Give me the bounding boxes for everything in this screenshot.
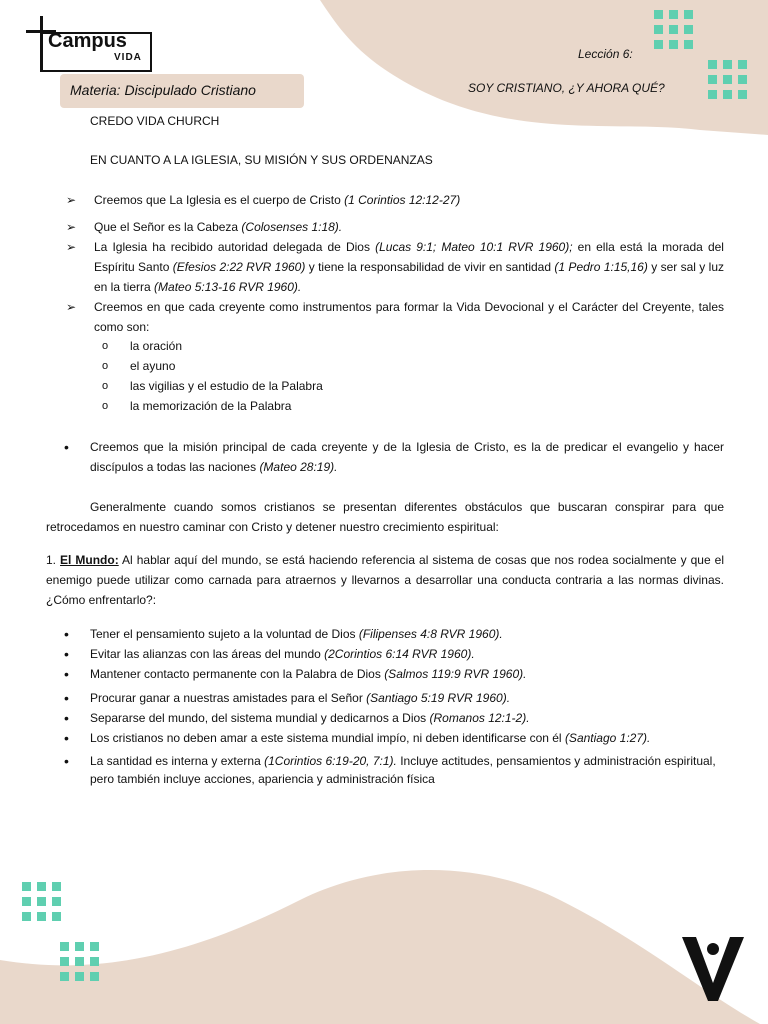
belief-item: ➢ Creemos en que cada creyente como instrumentos para formar la Vida Devocional y el Carácter del Creyente, tales como son: <box>66 297 724 337</box>
decor-dots-top-2 <box>708 60 747 99</box>
practice-item: o la oración <box>102 336 502 356</box>
world-number: 1. <box>46 553 57 567</box>
action-item: • Los cristianos no deben amar a este sistema mundial impío, ni deben identificarse con él (Santiago 1:27). <box>62 728 724 748</box>
lesson-number: Lección 6: <box>578 47 633 61</box>
action-item: • Separarse del mundo, del sistema mundial y dedicarnos a Dios (Romanos 12:1-2). <box>62 708 724 728</box>
vida-v-logo-icon <box>682 935 744 1003</box>
practice-item: o las vigilias y el estudio de la Palabra <box>102 376 502 396</box>
beliefs-list <box>66 190 724 337</box>
action-item: • La santidad es interna y externa (1Corintios 6:19-20, 7:1). Incluye actitudes, pensamientos y administración espiritual, pero también incluye acciones, apariencia y administración física <box>62 752 724 788</box>
decor-dots-bottom-2 <box>60 942 99 981</box>
campus-vida-logo <box>26 16 152 70</box>
subject-tag <box>60 74 304 108</box>
belief-item: ➢ Que el Señor es la Cabeza (Colosenses 1:18). <box>66 217 724 237</box>
action-item: • Procurar ganar a nuestras amistades para el Señor (Santiago 5:19 RVR 1960). <box>62 688 724 708</box>
intro-paragraph: Generalmente cuando somos cristianos se presentan diferentes obstáculos que buscaran conspirar para que retrocedamos en nuestro caminar con Cristo y detener nuestro crecimiento espiritual: <box>46 500 724 534</box>
subject-tag-text: Materia: Discipulado Cristiano <box>70 82 256 98</box>
section-title: EN CUANTO A LA IGLESIA, SU MISIÓN Y SUS ORDENANZAS <box>90 153 433 167</box>
belief-item: ➢ Creemos que La Iglesia es el cuerpo de Cristo (1 Corintios 12:12-27) <box>66 190 724 210</box>
action-item: • Mantener contacto permanente con la Palabra de Dios (Salmos 119:9 RVR 1960). <box>62 664 724 684</box>
credo-title: CREDO VIDA CHURCH <box>90 114 220 128</box>
world-paragraph: 1. El Mundo: Al hablar aquí del mundo, se está haciendo referencia al sistema de cosas que nos rodea socialmente y que el enemigo puede utilizar como carnada para atraernos y llevarnos a desarrollar una conducta contraria a las normas divinas. ¿Cómo enfrentarlo?: <box>46 553 724 607</box>
world-heading: El Mundo: <box>60 553 119 567</box>
decor-dots-top-1 <box>654 10 693 49</box>
logo-vida-text: VIDA <box>114 52 142 63</box>
action-item: • Tener el pensamiento sujeto a la voluntad de Dios (Filipenses 4:8 RVR 1960). <box>62 624 724 644</box>
mission-list <box>62 437 724 477</box>
belief-item: ➢ La Iglesia ha recibido autoridad delegada de Dios (Lucas 9:1; Mateo 10:1 RVR 1960); en ella está la morada del Espíritu Santo (Efesios 2:22 RVR 1960) y tiene la responsabilidad de vivir en santidad (1 Pedro 1:15,16) y ser sal y luz en la tierra (Mateo 5:13-16 RVR 1960). <box>66 237 724 297</box>
practices-list <box>102 336 502 416</box>
actions-list <box>62 624 724 788</box>
action-item: • Evitar las alianzas con las áreas del mundo (2Corintios 6:14 RVR 1960). <box>62 644 724 664</box>
practice-item: o el ayuno <box>102 356 502 376</box>
lesson-title: SOY CRISTIANO, ¿Y AHORA QUÉ? <box>468 81 665 95</box>
practice-item: o la memorización de la Palabra <box>102 396 502 416</box>
decor-dots-bottom-1 <box>22 882 61 921</box>
logo-campus-text: Campus <box>48 30 127 52</box>
mission-item: • Creemos que la misión principal de cada creyente y de la Iglesia de Cristo, es la de predicar el evangelio y hacer discípulos a todas las naciones (Mateo 28:19). <box>62 437 724 477</box>
